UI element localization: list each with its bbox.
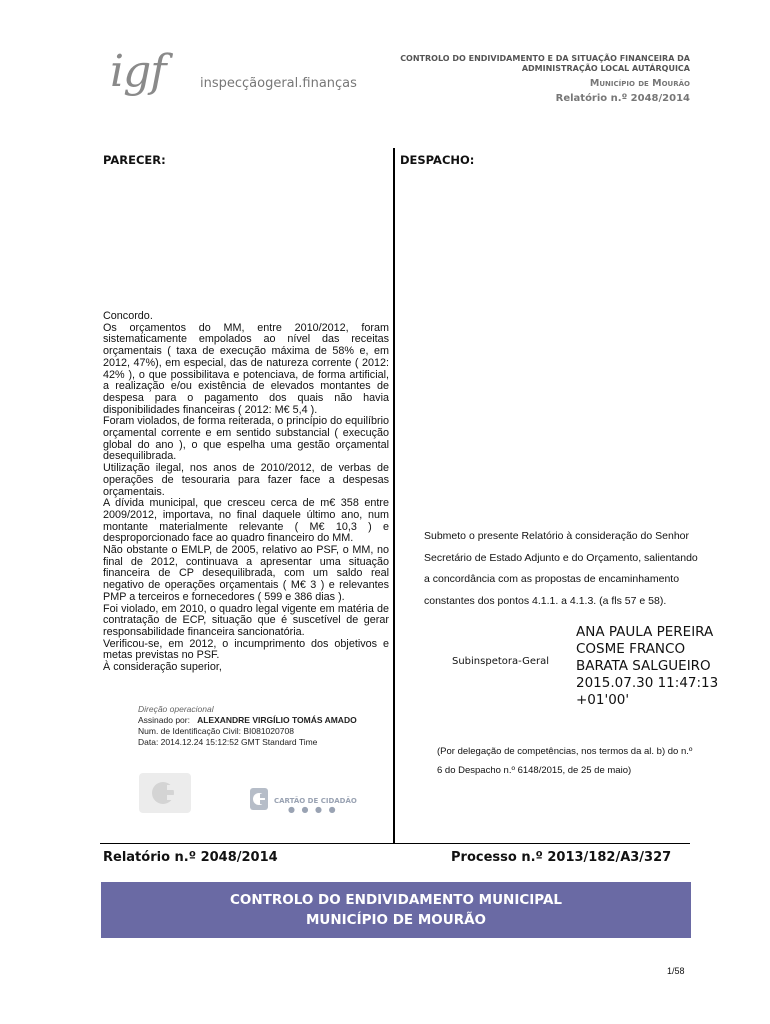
parecer-paragraph: À consideração superior, bbox=[103, 661, 222, 674]
parecer-paragraph: Verificou-se, em 2012, o incumprimento dos objetivos e metas previstas no PSF. bbox=[103, 637, 389, 662]
signer-role: Subinspetora-Geral bbox=[452, 656, 550, 667]
parecer-paragraph: A dívida municipal, que cresceu cerca de m€ 358 entre 2009/2012, importava, no final daquele último ano, num montante materialmente relevante ( M€ 10,3 ) e desproporcionado face ao quadro financeiro do MM. bbox=[103, 497, 389, 545]
despacho-text bbox=[424, 526, 744, 612]
delegation-line: (Por delegação de competências, nos termos da al. b) do n.º bbox=[437, 746, 693, 757]
cartao-cidadao-dots: ● ● ● ● bbox=[288, 805, 338, 814]
banner-title: CONTROLO DO ENDIVIDAMENTO MUNICIPAL bbox=[229, 892, 562, 908]
signer-name-line: BARATA SALGUEIRO bbox=[576, 658, 711, 674]
delegation-line: 6 do Despacho n.º 6148/2015, de 25 de maio) bbox=[437, 765, 632, 776]
signed-by-name: ALEXANDRE VIRGÍLIO TOMÁS AMADO bbox=[197, 715, 357, 725]
page-number: 1/58 bbox=[667, 966, 685, 976]
parecer-paragraph: Concordo. bbox=[103, 310, 153, 322]
column-divider bbox=[393, 148, 395, 844]
despacho-line: Submeto o presente Relatório à consideração do Senhor bbox=[424, 530, 690, 542]
signature-date: Data: 2014.12.24 15:12:52 GMT Standard Time bbox=[138, 737, 318, 747]
logo-text: inspecçãogeral.finanças bbox=[200, 76, 357, 91]
cartao-cidadao-icon bbox=[139, 773, 191, 813]
signer-name-line: COSME FRANCO bbox=[576, 641, 686, 657]
despacho-line: Secretário de Estado Adjunto e do Orçamento, salientando bbox=[424, 551, 698, 564]
signed-by-label: Assinado por: bbox=[138, 715, 190, 725]
parecer-paragraph: Os orçamentos do MM, entre 2010/2012, foram sistematicamente empolados ao nível das receitas orçamentais ( taxa de execução máxima de 58% e, em 2012, 47%), em especial, das de natureza corrente ( 2012: 42% ), o que possibilitava e potenciava, de forma artificial, a realização e/ou existência de elevados montantes de despesa para o pagamento dos quais não havia disponibilidades financeiras ( 2012: M€ 5,4 ). bbox=[103, 321, 389, 416]
signer-name-line: 2015.07.30 11:47:13 bbox=[576, 675, 719, 691]
footer-process-number: Processo n.º 2013/182/A3/327 bbox=[451, 850, 672, 865]
parecer-paragraph: Utilização ilegal, nos anos de 2010/2012, de verbas de operações de tesouraria para fazer face a despesas orçamentais. bbox=[103, 462, 389, 498]
parecer-paragraph: Não obstante o EMLP, de 2005, relativo ao PSF, o MM, no final de 2012, continuava a apresentar uma situação financeira de CP desequilibrada, com um saldo real negativo de operações orçamentais ( M€ 3 ) e relevantes PMP a terceiros e fornecedores ( 599 e 386 dias ). bbox=[103, 544, 389, 603]
parecer-paragraph: Foi violado, em 2010, o quadro legal vigente em matéria de contratação de ECP, situação que é suscetível de gerar responsabilidade financeira sancionatória. bbox=[103, 602, 389, 638]
parecer-text bbox=[103, 311, 389, 674]
footer-banner bbox=[101, 882, 691, 938]
banner-subtitle: MUNICÍPIO DE MOURÃO bbox=[305, 912, 487, 928]
signature-title: Direção operacional bbox=[138, 704, 214, 714]
header-municipality: Município de Mourão bbox=[589, 78, 690, 89]
signer-name-line: ANA PAULA PEREIRA bbox=[576, 624, 714, 640]
igf-logo bbox=[110, 46, 357, 102]
despacho-line: constantes dos pontos 4.1.1. a 4.1.3. (a fls 57 e 58). bbox=[424, 594, 667, 607]
footer-report-number: Relatório n.º 2048/2014 bbox=[103, 850, 278, 865]
despacho-label: DESPACHO: bbox=[400, 153, 475, 167]
cartao-cidadao-text: CARTÃO DE CIDADÃO bbox=[274, 797, 357, 805]
footer-divider bbox=[100, 843, 690, 844]
header-report-number: Relatório n.º 2048/2014 bbox=[555, 93, 690, 104]
header-title-line1: CONTROLO DO ENDIVIDAMENTO E DA SITUAÇÃO FINANCEIRA DA bbox=[400, 54, 690, 63]
header-title-line2: ADMINISTRAÇÃO LOCAL AUTÁRQUICA bbox=[521, 64, 690, 73]
parecer-paragraph: Foram violados, de forma reiterada, o princípio do equilíbrio orçamental corrente e em sentido substancial ( execução global do ano ), o que espelha uma gestão orçamental desequilibrada. bbox=[103, 415, 389, 463]
digital-signature-block bbox=[138, 704, 388, 748]
signed-by-line bbox=[138, 715, 388, 726]
signer-name-line: +01'00' bbox=[576, 692, 630, 708]
logo-mark: igf bbox=[110, 46, 166, 97]
delegation-note bbox=[437, 742, 767, 780]
signature-id: Num. de Identificação Civil: BI081020708 bbox=[138, 726, 294, 736]
signer-name bbox=[576, 624, 718, 709]
parecer-label: PARECER: bbox=[103, 153, 166, 167]
despacho-line: a concordância com as propostas de encaminhamento bbox=[424, 573, 680, 585]
cartao-cidadao-logo-icon bbox=[250, 788, 268, 810]
